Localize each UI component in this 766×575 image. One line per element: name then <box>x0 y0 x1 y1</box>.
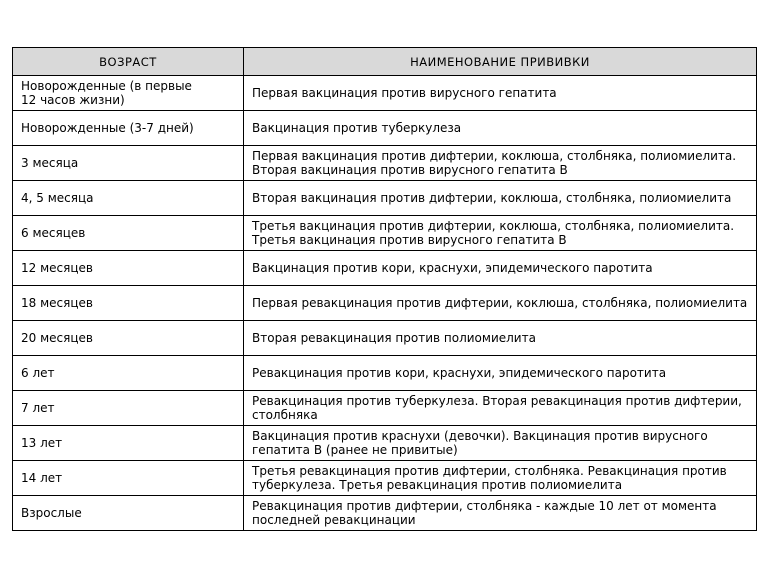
table-row <box>13 251 757 286</box>
table-row <box>13 496 757 531</box>
table-row <box>13 286 757 321</box>
vaccine-cell: Ревакцинация против туберкулеза. Вторая ревакцинация против дифтерии, столбняка <box>244 391 757 426</box>
age-cell: 18 месяцев <box>13 286 244 321</box>
vaccine-cell: Вторая ревакцинация против полиомиелита <box>244 321 757 356</box>
column-header-age: ВОЗРАСТ <box>13 48 244 76</box>
vaccine-cell: Ревакцинация против дифтерии, столбняка - каждые 10 лет от момента последней ревакцинации <box>244 496 757 531</box>
vaccine-cell: Третья ревакцинация против дифтерии, столбняка. Ревакцинация против туберкулеза. Третья ревакцинация против полиомиелита <box>244 461 757 496</box>
table-row <box>13 216 757 251</box>
vaccine-cell: Вакцинация против кори, краснухи, эпидемического паротита <box>244 251 757 286</box>
age-cell: Новорожденные (3-7 дней) <box>13 111 244 146</box>
table-row <box>13 461 757 496</box>
table-row <box>13 391 757 426</box>
table-row <box>13 356 757 391</box>
age-cell: 6 лет <box>13 356 244 391</box>
vaccine-cell: Первая вакцинация против вирусного гепатита <box>244 76 757 111</box>
age-cell: 6 месяцев <box>13 216 244 251</box>
table-row <box>13 321 757 356</box>
table-header-row <box>13 48 757 76</box>
vaccine-cell: Первая ревакцинация против дифтерии, коклюша, столбняка, полиомиелита <box>244 286 757 321</box>
age-cell: 12 месяцев <box>13 251 244 286</box>
age-cell: 3 месяца <box>13 146 244 181</box>
age-cell: Новорожденные (в первые 12 часов жизни) <box>13 76 244 111</box>
vaccine-cell: Вторая вакцинация против дифтерии, коклюша, столбняка, полиомиелита <box>244 181 757 216</box>
age-cell: 14 лет <box>13 461 244 496</box>
age-cell: Взрослые <box>13 496 244 531</box>
age-cell: 13 лет <box>13 426 244 461</box>
column-header-vaccine: НАИМЕНОВАНИЕ ПРИВИВКИ <box>244 48 757 76</box>
age-cell: 4, 5 месяца <box>13 181 244 216</box>
vaccine-cell: Вакцинация против краснухи (девочки). Вакцинация против вирусного гепатита В (ранее не привитые) <box>244 426 757 461</box>
vaccination-schedule-table <box>12 47 757 531</box>
table-row <box>13 111 757 146</box>
age-cell: 7 лет <box>13 391 244 426</box>
vaccine-cell: Вакцинация против туберкулеза <box>244 111 757 146</box>
table-row <box>13 181 757 216</box>
vaccine-cell: Первая вакцинация против дифтерии, коклюша, столбняка, полиомиелита. Вторая вакцинация против вирусного гепатита В <box>244 146 757 181</box>
table-row <box>13 76 757 111</box>
table-row <box>13 426 757 461</box>
table-row <box>13 146 757 181</box>
vaccine-cell: Третья вакцинация против дифтерии, коклюша, столбняка, полиомиелита. Третья вакцинация против вирусного гепатита В <box>244 216 757 251</box>
age-cell: 20 месяцев <box>13 321 244 356</box>
vaccine-cell: Ревакцинация против кори, краснухи, эпидемического паротита <box>244 356 757 391</box>
